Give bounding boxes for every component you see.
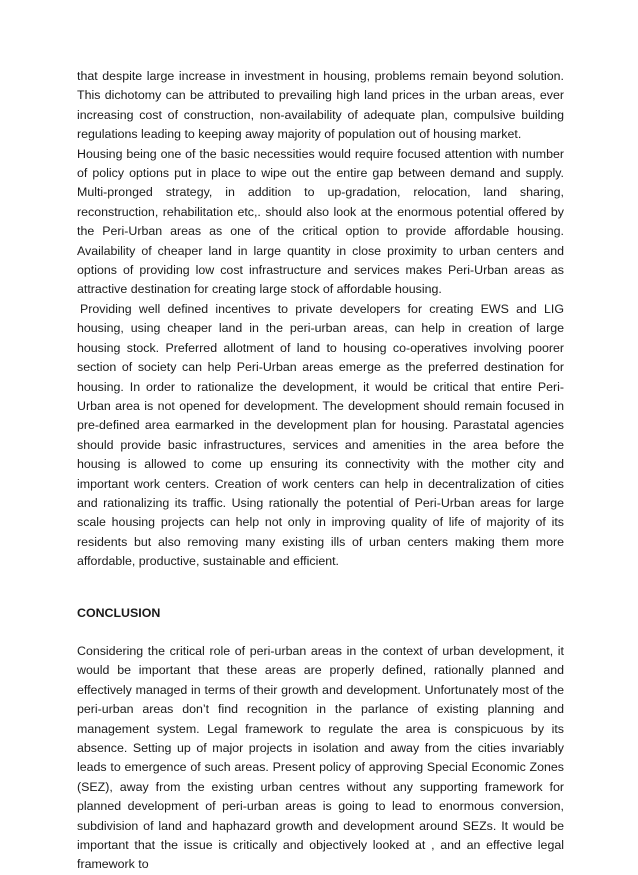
body-paragraph-2: Housing being one of the basic necessities would require focused attention with number of policy options put in place to wipe out the entire gap between demand and supply. Multi-pronged strategy, in addition to up-gradation, relocation, land sharing, reconstruction, rehabilitation etc,. should also look at the enormous potential offered by the Peri-Urban areas as one of the critical option to provide affordable housing. Availability of cheaper land in large quantity in close proximity to urban centers and options of providing low cost infrastructure and services makes Peri-Urban areas as attractive destination for creating large stock of affordable housing.	[77, 146, 564, 297]
conclusion-paragraph: Considering the critical role of peri-urban areas in the context of urban development, it would be important that these areas are properly defined, rationally planned and effectively managed in terms of their growth and development. Unfortunately most of the peri-urban areas don’t find recognition in the parlance of existing planning and management system. Legal framework to regulate the area is conspicuous by its absence. Setting up of major projects in isolation and away from the cities invariably leads to emergence of such areas. Present policy of approving Special Economic Zones (SEZ), away from the existing urban centres without any supporting framework for planned development of peri-urban areas is going to lead to enormous conversion, subdivision of land and haphazard growth and development around SEZs. It would be important that the issue is critically and objectively looked at , and an effective legal framework to	[77, 643, 564, 872]
body-paragraph-3: Providing well defined incentives to private developers for creating EWS and LIG housing, using cheaper land in the peri-urban areas, can help in creation of large housing stock. Preferred allotment of land to housing co-operatives involving poorer section of society can help Peri-Urban areas emerge as the preferred destination for housing. In order to rationalize the development, it would be critical that entire Peri-Urban area is not opened for development. The development should remain focused in pre-defined area earmarked in the development plan for housing. Parastatal agencies should provide basic infrastructures, services and amenities in the area before the housing is allowed to come up ensuring its connectivity with the mother city and important work centers. Creation of work centers can help in decentralization of cities and rationalizing its traffic. Using rationally the potential of Peri-Urban areas for large scale housing projects can help not only in improving quality of life of majority of its residents but also removing many existing ills of urban centers making them more affordable, productive, sustainable and efficient.	[77, 301, 564, 569]
body-paragraph-1: that despite large increase in investment in housing, problems remain beyond solution. This dichotomy can be attributed to prevailing high land prices in the urban areas, ever increasing cost of construction, non-availability of adequate plan, compulsive building regulations leading to keeping away majority of population out of housing market.	[77, 69, 564, 142]
document-page	[77, 67, 564, 875]
conclusion-heading: CONCLUSION	[77, 605, 161, 620]
